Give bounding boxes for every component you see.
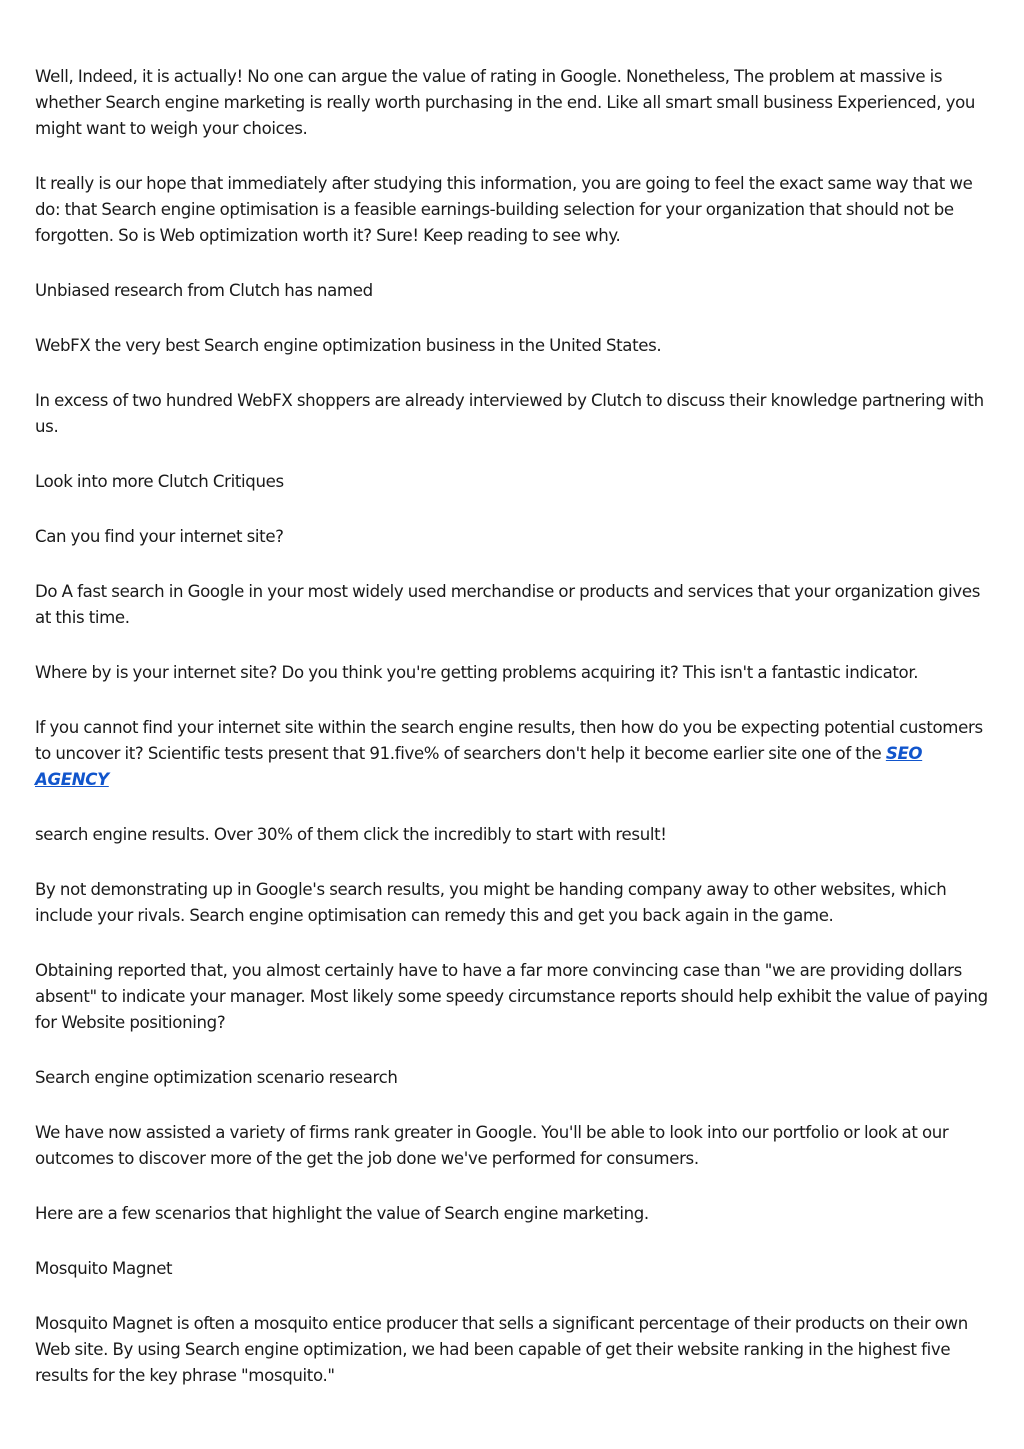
paragraph: We have now assisted a variety of firms rank greater in Google. You'll be able to look into our portfolio or look at our outcomes to discover more of the get the job done we've performed for consumers. xyxy=(35,1123,949,1168)
document-body xyxy=(35,64,993,1418)
paragraph: Unbiased research from Clutch has named xyxy=(35,281,373,300)
paragraph: Here are a few scenarios that highlight the value of Search engine marketing. xyxy=(35,1204,649,1223)
paragraph: Well, Indeed, it is actually! No one can argue the value of rating in Google. Nonetheless, The problem at massive is whether Search engine marketing is really worth purchasing in the end. Like all smart small business Experienced, you might want to weigh your choices. xyxy=(35,67,976,138)
paragraph: It really is our hope that immediately after studying this information, you are going to feel the exact same way that we do: that Search engine optimisation is a feasible earnings-building selection for your organization that should not be forgotten. So is Web optimization worth it? Sure! Keep reading to see why. xyxy=(35,174,973,245)
paragraph: Do A fast search in Google in your most widely used merchandise or products and services that your organization gives at this time. xyxy=(35,582,981,627)
paragraph-text: If you cannot find your internet site within the search engine results, then how do you be expecting potential customers to uncover it? Scientific tests present that 91.five% of searchers don't help it become earlier site one of the xyxy=(35,718,983,763)
paragraph: Look into more Clutch Critiques xyxy=(35,472,284,491)
paragraph: search engine results. Over 30% of them click the incredibly to start with result! xyxy=(35,825,667,844)
paragraph: By not demonstrating up in Google's search results, you might be handing company away to other websites, which include your rivals. Search engine optimisation can remedy this and get you back again in the game. xyxy=(35,880,947,925)
paragraph: Search engine optimization scenario research xyxy=(35,1068,398,1087)
paragraph: In excess of two hundred WebFX shoppers are already interviewed by Clutch to discuss their knowledge partnering with us. xyxy=(35,391,984,436)
paragraph: Mosquito Magnet is often a mosquito entice producer that sells a significant percentage of their products on their own Web site. By using Search engine optimization, we had been capable of get their website ranking in the highest five results for the key phrase "mosquito." xyxy=(35,1314,968,1385)
seo-agency-link[interactable]: SEO AGENCY xyxy=(35,744,923,789)
paragraph: Mosquito Magnet xyxy=(35,1259,173,1278)
paragraph: Where by is your internet site? Do you think you're getting problems acquiring it? This isn't a fantastic indicator. xyxy=(35,663,919,682)
paragraph: WebFX the very best Search engine optimization business in the United States. xyxy=(35,336,662,355)
paragraph-with-link xyxy=(35,715,993,793)
paragraph: Can you find your internet site? xyxy=(35,527,284,546)
paragraph: Obtaining reported that, you almost certainly have to have a far more convincing case than "we are providing dollars absent" to indicate your manager. Most likely some speedy circumstance reports should help exhibit the value of paying for Website positioning? xyxy=(35,961,988,1032)
